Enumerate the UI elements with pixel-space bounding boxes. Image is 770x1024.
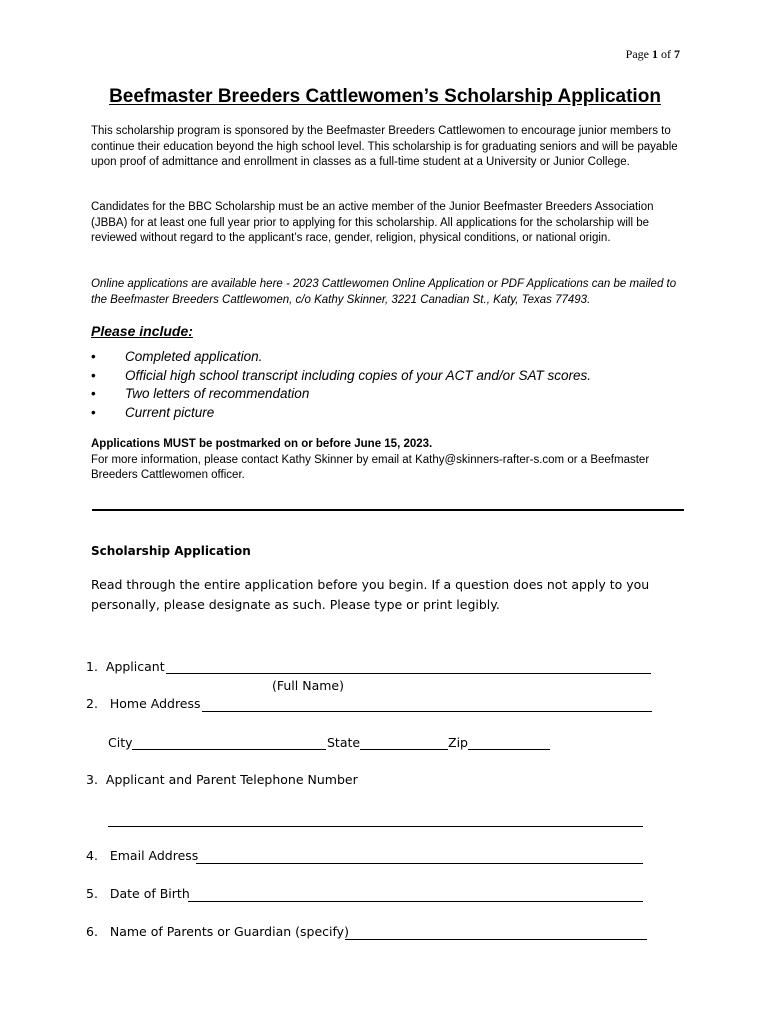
total-pages: 7 <box>674 47 680 61</box>
bullet-icon: • <box>91 349 96 364</box>
state-label: State <box>327 735 361 750</box>
dob-field[interactable] <box>188 901 643 902</box>
eligibility-paragraph: Candidates for the BBC Scholarship must be an active member of the Junior Beefmaster Breeders Association (JBBA) for at least one full year prior to applying for this scholarship. All applications for the scholarship will be reviewed without regard to the applicant’s race, gender, religion, physical conditions, or national origin. <box>91 201 654 244</box>
list-item: • Current picture <box>91 404 591 423</box>
online-application-paragraph: Online applications are available here - 2023 Cattlewomen Online Application or PDF Applications can be mailed to the Beefmaster Breeders Cattlewomen, c/o Kathy Skinner, 3221 Canadian St., Katy, Texas 77493. <box>91 278 677 306</box>
city-field[interactable] <box>132 749 326 750</box>
email-label: 4. Email Address <box>86 848 199 863</box>
email-field[interactable] <box>196 863 643 864</box>
deadline-notice <box>91 437 691 484</box>
list-item: • Two letters of recommendation <box>91 385 591 404</box>
city-label: City <box>108 735 133 750</box>
postmark-deadline: Applications MUST be postmarked on or before June 15, 2023. <box>91 438 433 450</box>
page-number: Page 1 of 7 <box>625 47 680 61</box>
intro-paragraph: This scholarship program is sponsored by the Beefmaster Breeders Cattlewomen to encourage junior members to continue their education beyond the high school level. This scholarship is for graduating seniors and will be payable upon proof of admittance and enrollment in classes as a full-time student at a University or Junior College. <box>91 125 678 168</box>
bullet-icon: • <box>91 404 96 420</box>
applicant-label: 1. Applicant <box>86 659 165 674</box>
parents-field[interactable] <box>345 939 647 940</box>
bullet-icon: • <box>91 367 96 383</box>
zip-field[interactable] <box>468 749 550 750</box>
section-title: Scholarship Application <box>91 544 251 558</box>
list-item: • Official high school transcript including copies of your ACT and/or SAT scores. <box>91 367 591 386</box>
page-title: Beefmaster Breeders Cattlewomen’s Scholarship Application <box>109 86 661 107</box>
current-page: 1 <box>652 47 658 61</box>
telephone-field[interactable] <box>108 826 643 827</box>
contact-info: For more information, please contact Kathy Skinner by email at Kathy@skinners-rafter-s.com or a Beefmaster Breeders Cattlewomen officer. <box>91 453 650 481</box>
full-name-hint: (Full Name) <box>272 678 344 693</box>
section-divider <box>92 509 684 511</box>
please-include-heading: Please include: <box>91 323 193 339</box>
application-instructions: Read through the entire application before you begin. If a question does not apply to you personally, please designate as such. Please type or print legibly. <box>91 577 650 612</box>
bullet-icon: • <box>91 386 96 401</box>
requirements-list <box>91 348 591 422</box>
applicant-field[interactable] <box>166 673 651 674</box>
state-field[interactable] <box>360 749 448 750</box>
parents-label: 6. Name of Parents or Guardian (specify) <box>86 924 349 939</box>
dob-label: 5. Date of Birth <box>86 886 190 901</box>
home-address-label: 2. Home Address <box>86 696 201 711</box>
list-item: • Completed application. <box>91 348 591 367</box>
home-address-field[interactable] <box>202 711 652 712</box>
zip-label: Zip <box>448 735 468 750</box>
telephone-label: 3. Applicant and Parent Telephone Number <box>86 772 358 787</box>
